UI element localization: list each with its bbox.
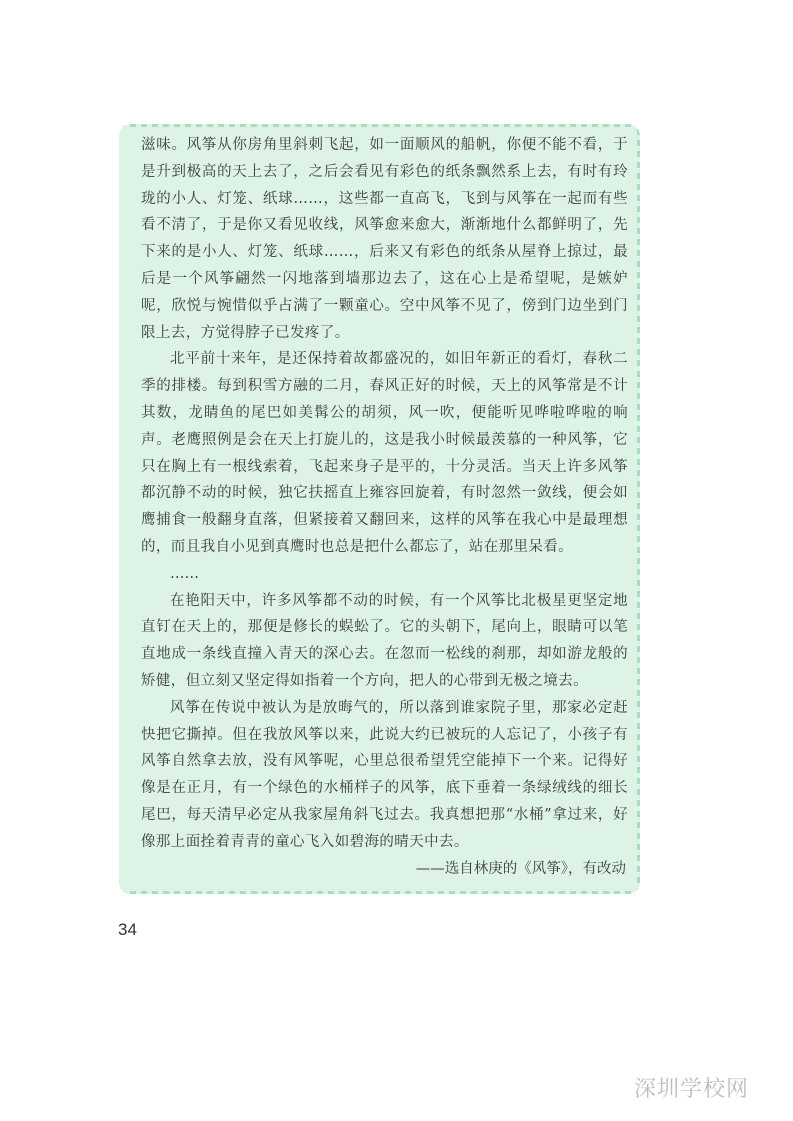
- paragraph-3: 在艳阳天中，许多风筝都不动的时候，有一个风筝比北极星更坚定地直钉在天上的，那便是修长的蜈蚣了。它的头朝下，尾向上，眼睛可以笔直地成一条线直撞入青天的深心去。在忽而一松线的刹那，却如游龙般的矫健，但立刻又坚定得如指着一个方向，把人的心带到无极之境去。: [141, 592, 628, 689]
- paragraph-1: 滋味。风筝从你房角里斜刺飞起，如一面顺风的船帆，你便不能不看，于是升到极高的天上去了，之后会看见有彩色的纸条飘然系上去，有时有玲珑的小人、灯笼、纸球……，这些都一直高飞，飞到与风筝在一起而有些看不清了，于是你又看见收线，风筝愈来愈大，渐渐地什么都鲜明了，先下来的是小人、灯笼、纸球……，后来又有彩色的纸条从屋脊上掠过，最后是一个风筝翩然一闪地落到墙那边去了，这在心上是希望呢，是嫉妒呢，欣悦与惋惜似乎占满了一颗童心。空中风筝不见了，傍到门边坐到门限上去，方觉得脖子已发疼了。: [141, 137, 628, 341]
- watermark: 深圳学校网: [633, 1077, 749, 1102]
- reading-excerpt-box: [119, 124, 640, 894]
- paragraph-4: 风筝在传说中被认为是放晦气的，所以落到谁家院子里，那家必定赶快把它撕掉。但在我放风筝以来，此说大约已被玩的人忘记了，小孩子有风筝自然拿去放，没有风筝呢，心里总很希望凭空能掉下一个来。记得好像是在正月，有一个绿色的水桶样子的风筝，底下垂着一条绿绒线的细长尾巴，每天清早必定从我家屋角斜飞过去。我真想把那“水桶”拿过来，好像那上面拴着青青的童心飞入如碧海的晴天中去。: [141, 699, 628, 850]
- omission-ellipsis: ……: [170, 565, 199, 582]
- source-attribution: ——选自林庚的《风筝》，有改动: [415, 860, 626, 877]
- page-number: 34: [118, 920, 137, 939]
- paragraph-2: 北平前十来年，是还保持着故都盛况的，如旧年新正的看灯，春秋二季的排楼。每到积雪方融的二月，春风正好的时候，天上的风筝常是不计其数，龙睛鱼的尾巴如美髯公的胡须，风一吹，便能听见哗啦哗啦的响声。老鹰照例是会在天上打旋儿的，这是我小时候最羡慕的一种风筝，它只在胸上有一根线索着，飞起来身子是平的，十分灵活。当天上许多风筝都沉静不动的时候，独它扶摇直上雍容回旋着，有时忽然一敛线，便会如鹰捕食一般翻身直落，但紧接着又翻回来，这样的风筝在我心中是最理想的，而且我自小见到真鹰时也总是把什么都忘了，站在那里呆看。: [141, 351, 628, 555]
